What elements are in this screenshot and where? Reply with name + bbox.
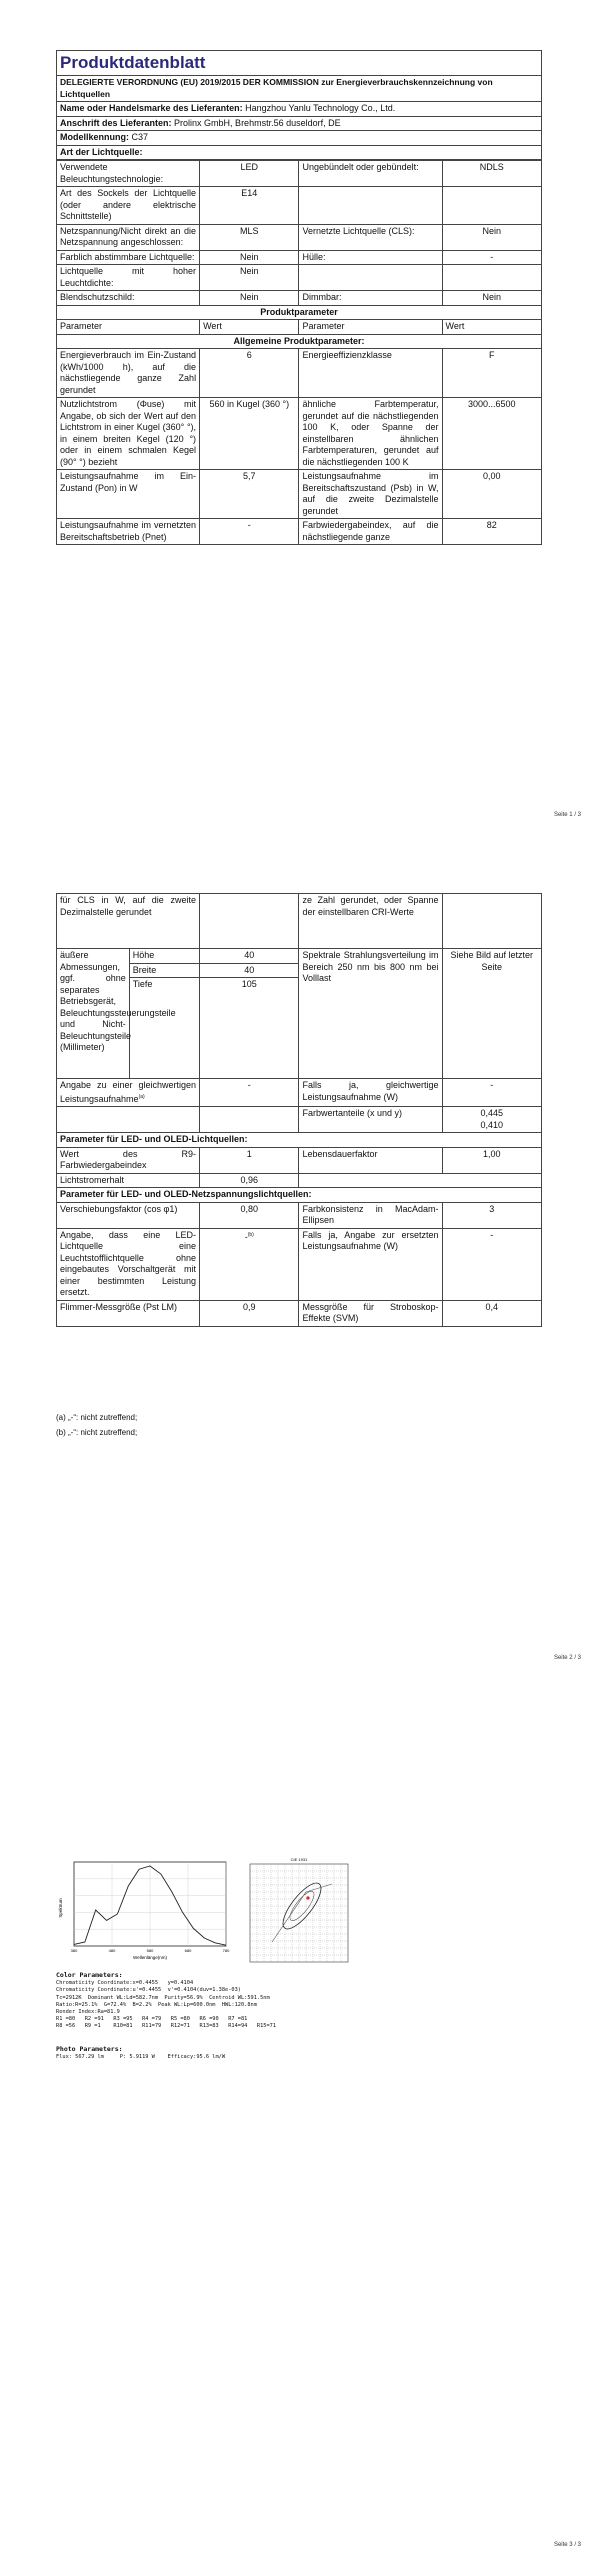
macadam-label: Farbkonsistenz in MacAdam-Ellipsen	[299, 1202, 442, 1228]
header-table	[56, 75, 542, 160]
table-row	[57, 1147, 542, 1173]
supplier-value: Hangzhou Yanlu Technology Co., Ltd.	[245, 103, 396, 113]
param-label: Nutzlichtstrom (Φuse) mit Angabe, ob sich der Wert auf den Lichtstrom in einer Kugel (360° °), in einem breiten Kegel (120 °) oder in einem schmalen Kegel (90° °) bezieht	[57, 398, 200, 470]
chroma-x: 0,445	[480, 1108, 504, 1118]
row-value: Nein	[442, 291, 541, 306]
flicker-value: 0,9	[200, 1300, 299, 1326]
empty-cell	[57, 1107, 200, 1133]
table-row	[57, 161, 542, 187]
equiv-footnote-ref: (a)	[138, 1093, 145, 1100]
table-row	[57, 1300, 542, 1326]
param-label: Energieeffizienzklasse	[299, 349, 442, 398]
address-label: Anschrift des Lieferanten:	[60, 117, 172, 128]
life-label: Lebensdauerfaktor	[299, 1147, 442, 1173]
cont-right-label: ze Zahl gerundet, oder Spanne der einstellbaren CRI-Werte	[299, 894, 442, 949]
row-value: NDLS	[442, 161, 541, 187]
dim-value: 105	[200, 978, 299, 1079]
page-number: Seite 3 / 3	[553, 2542, 581, 2548]
equiv-label-text: Angabe zu einer gleichwertigen Leistungsaufnahme	[60, 1080, 197, 1104]
chroma-label: Farbwertanteile (x und y)	[299, 1107, 442, 1133]
empty-cell	[299, 1173, 542, 1188]
table-row	[57, 250, 542, 265]
table-row	[57, 187, 542, 225]
life-value: 1,00	[442, 1147, 541, 1173]
address-row	[57, 116, 542, 131]
spectrum-y-label: Spektrum	[58, 1898, 63, 1918]
row-label: Vernetzte Lichtquelle (CLS):	[299, 224, 442, 250]
page-title: Produktdatenblatt	[56, 50, 542, 75]
footnote-a: (a) „-“: nicht zutreffend;	[56, 1413, 138, 1422]
x-tick-label: 780	[222, 1948, 230, 1953]
cont-left-value	[200, 894, 299, 949]
param-value: 6	[200, 349, 299, 398]
measured-point	[306, 1896, 309, 1899]
row-label: Lichtquelle mit hoher Leuchtdichte:	[57, 265, 200, 291]
dim-name: Höhe	[129, 949, 199, 964]
color-line: R1 =80 R2 =91 R3 =95 R4 =79 R5 =80 R6 =90 R7 =81	[56, 2016, 248, 2023]
param-value: F	[442, 349, 541, 398]
table-row	[57, 291, 542, 306]
replace-value-text: -	[244, 1231, 248, 1242]
dim-value: 40	[200, 963, 299, 978]
row-value: E14	[200, 187, 299, 225]
row-value: LED	[200, 161, 299, 187]
table-row	[57, 1079, 542, 1107]
photo-line: Flux: 567.29 lm P: 5.9119 W Efficacy:95.6 lm/W	[56, 2054, 226, 2061]
equiv-label	[57, 1079, 200, 1107]
claim-value: -	[442, 1079, 541, 1107]
strobo-label: Messgröße für Stroboskop-Effekte (SVM)	[299, 1300, 442, 1326]
table-row	[57, 265, 542, 291]
r9-value: 1	[200, 1147, 299, 1173]
light-source-table	[56, 160, 542, 545]
datasheet-box-continued	[56, 893, 542, 1327]
row-value: -	[442, 250, 541, 265]
x-tick-label: 680	[184, 1948, 192, 1953]
color-params-title: Color Parameters:	[56, 1971, 123, 1979]
row-value: Nein	[200, 265, 299, 291]
dim-name: Tiefe	[129, 978, 199, 1079]
row-value: MLS	[200, 224, 299, 250]
col-header-value: Wert	[442, 320, 541, 335]
replace-claim-label: Falls ja, Angabe zur ersetzten Leistungsaufnahme (W)	[299, 1228, 442, 1300]
spectrum-x-label: Wellenlänge(nm)	[133, 1955, 167, 1960]
macadam-value: 3	[442, 1202, 541, 1228]
param-label: Energieverbrauch im Ein-Zustand (kWh/1000 h), auf die nächstliegende ganze Zahl gerundet	[57, 349, 200, 398]
row-label: Dimmbar:	[299, 291, 442, 306]
color-line: Tc=2912K Dominant WL:Ld=582.7nm Purity=56.9% Centroid WL:591.5nm	[56, 1994, 270, 2001]
spectrum-svg	[56, 1856, 234, 1962]
chroma-y: 0,410	[480, 1119, 504, 1130]
table-row	[57, 349, 542, 398]
param-label: Leistungsaufnahme im vernetzten Bereitschaftsbetrieb (Pnet)	[57, 519, 200, 545]
page-number: Seite 2 / 3	[553, 1655, 581, 1661]
row-label: Art des Sockels der Lichtquelle (oder andere elektrische Schnittstelle)	[57, 187, 200, 225]
chroma-values	[442, 1107, 541, 1133]
supplier-row	[57, 102, 542, 117]
page-2	[0, 853, 603, 1706]
col-header-param: Parameter	[299, 320, 442, 335]
cos-value: 0,80	[200, 1202, 299, 1228]
params-table-continued	[56, 893, 542, 1327]
row-value: Nein	[200, 250, 299, 265]
x-tick-label: 380	[70, 1948, 78, 1953]
spectral-label: Spektrale Strahlungsverteilung im Bereich 250 nm bis 800 nm bei Volllast	[299, 949, 442, 1079]
x-tick-label: 480	[108, 1948, 116, 1953]
row-value	[442, 187, 541, 225]
color-line: Ratio:R=25.1% G=72.4% B=2.2% Peak WL:Lp=600.0nm HWL:120.8nm	[56, 2001, 257, 2008]
cont-left-label: für CLS in W, auf die zweite Dezimalstelle gerundet	[57, 894, 200, 949]
cont-right-value	[442, 894, 541, 949]
color-line: Chromaticity Coordinate:x=0.4455 y=0.4104	[56, 1980, 194, 1987]
param-value: 82	[442, 519, 541, 545]
supplier-label: Name oder Handelsmarke des Lieferanten:	[60, 103, 243, 113]
replace-value	[200, 1228, 299, 1300]
table-row	[57, 1107, 542, 1133]
row-label	[299, 265, 442, 291]
footnote-b: (b) „-“: nicht zutreffend;	[56, 1428, 138, 1437]
flicker-label: Flimmer-Messgröße (Pst LM)	[57, 1300, 200, 1326]
table-row	[57, 224, 542, 250]
address-value: Prolinx GmbH, Brehmstr.56 duseldorf, DE	[174, 117, 341, 128]
column-header-row	[57, 320, 542, 335]
row-value: Nein	[442, 224, 541, 250]
row-label: Blendschutzschild:	[57, 291, 200, 306]
table-row	[57, 894, 542, 949]
table-row	[57, 1228, 542, 1300]
table-row	[57, 949, 542, 964]
claim-label: Falls ja, gleichwertige Leistungsaufnahme (W)	[299, 1079, 442, 1107]
general-params-heading: Allgemeine Produktparameter:	[57, 334, 542, 349]
param-value: 0,00	[442, 470, 541, 519]
spectrum-chart	[56, 1856, 234, 1962]
color-line: R8 =56 R9 =1 R10=81 R11=79 R12=71 R13=83 R14=94 R15=71	[56, 2023, 277, 2030]
param-label: ähnliche Farbtemperatur, gerundet auf die nächstliegenden 100 K, oder Spanne der einstellbaren ähnlichen Farbtemperaturen, gerundet auf die nächstliegenden 100 K	[299, 398, 442, 470]
model-label: Modellkennung:	[60, 132, 129, 142]
table-row	[57, 1202, 542, 1228]
color-parameters-block	[56, 1972, 276, 2031]
page-number: Seite 1 / 3	[553, 812, 581, 818]
param-label: Farbwiedergabeindex, auf die nächstliegende ganze	[299, 519, 442, 545]
row-label: Hülle:	[299, 250, 442, 265]
photo-parameters-block	[56, 2046, 225, 2061]
replace-claim-value: -	[442, 1228, 541, 1300]
empty-cell	[200, 1107, 299, 1133]
dim-value: 40	[200, 949, 299, 964]
row-label: Verwendete Beleuchtungstechnologie:	[57, 161, 200, 187]
photo-params-title: Photo Parameters:	[56, 2045, 123, 2053]
model-value: C37	[131, 132, 149, 142]
color-line: Chromaticity Coordinate:u'=0.4455 v'=0.4104(duv=1.38e-03)	[56, 1987, 241, 1994]
maint-value: 0,96	[200, 1173, 299, 1188]
maint-label: Lichtstromerhalt	[57, 1173, 200, 1188]
color-line: Render Index:Ra=81.9	[56, 2009, 120, 2016]
mains-params-heading: Parameter für LED- und OLED-Netzspannungslichtquellen:	[57, 1188, 542, 1203]
param-value: -	[200, 519, 299, 545]
replace-footnote-ref: (b)	[247, 1231, 254, 1238]
regulation-text: DELEGIERTE VERORDNUNG (EU) 2019/2015 DER KOMMISSION zur Energieverbrauchskennzeichnung von Lichtquellen	[57, 76, 542, 102]
row-label	[299, 187, 442, 225]
table-row	[57, 1173, 542, 1188]
x-tick-label: 580	[146, 1948, 154, 1953]
table-row	[57, 519, 542, 545]
datasheet-box	[56, 50, 542, 545]
row-label: Ungebündelt oder gebündelt:	[299, 161, 442, 187]
r9-label: Wert des R9-Farbwiedergabeindex	[57, 1147, 200, 1173]
col-header-param: Parameter	[57, 320, 200, 335]
replace-label: Angabe, dass eine LED-Lichtquelle eine Leuchtstofflichtquelle ohne eingebautes Vorschaltgerät mit einer bestimmten Leistung ersetzt.	[57, 1228, 200, 1300]
model-row	[57, 131, 542, 146]
page-1	[0, 0, 603, 853]
param-label: Leistungsaufnahme im Bereitschaftszustand (Psb) in W, auf die zweite Dezimalstelle gerundet	[299, 470, 442, 519]
light-type-label: Art der Lichtquelle:	[57, 145, 542, 160]
page-3	[0, 1706, 603, 2559]
cie-title: CIE 1931	[290, 1857, 308, 1862]
equiv-value: -	[200, 1079, 299, 1107]
cos-label: Verschiebungsfaktor (cos φ1)	[57, 1202, 200, 1228]
product-params-heading: Produktparameter	[57, 305, 542, 320]
table-row	[57, 398, 542, 470]
dim-name: Breite	[129, 963, 199, 978]
table-row	[57, 470, 542, 519]
param-value: 5,7	[200, 470, 299, 519]
led-params-heading: Parameter für LED- und OLED-Lichtquellen:	[57, 1133, 542, 1148]
row-value	[442, 265, 541, 291]
strobo-value: 0,4	[442, 1300, 541, 1326]
row-label: Netzspannung/Nicht direkt an die Netzspannung angeschlossen:	[57, 224, 200, 250]
param-value: 560 in Kugel (360 °)	[200, 398, 299, 470]
param-value: 3000...6500	[442, 398, 541, 470]
dimensions-label: äußere Abmessungen, ggf. ohne separates Betriebsgerät, Beleuchtungssteuerungsteile und Nicht-Beleuchtungsteile (Millimeter)	[57, 949, 130, 1079]
col-header-value: Wert	[200, 320, 299, 335]
row-value: Nein	[200, 291, 299, 306]
cie-svg	[246, 1854, 352, 1966]
param-label: Leistungsaufnahme im Ein-Zustand (Pon) in W	[57, 470, 200, 519]
cie-chart	[246, 1854, 352, 1966]
row-label: Farblich abstimmbare Lichtquelle:	[57, 250, 200, 265]
spectral-value: Siehe Bild auf letzter Seite	[442, 949, 541, 1079]
